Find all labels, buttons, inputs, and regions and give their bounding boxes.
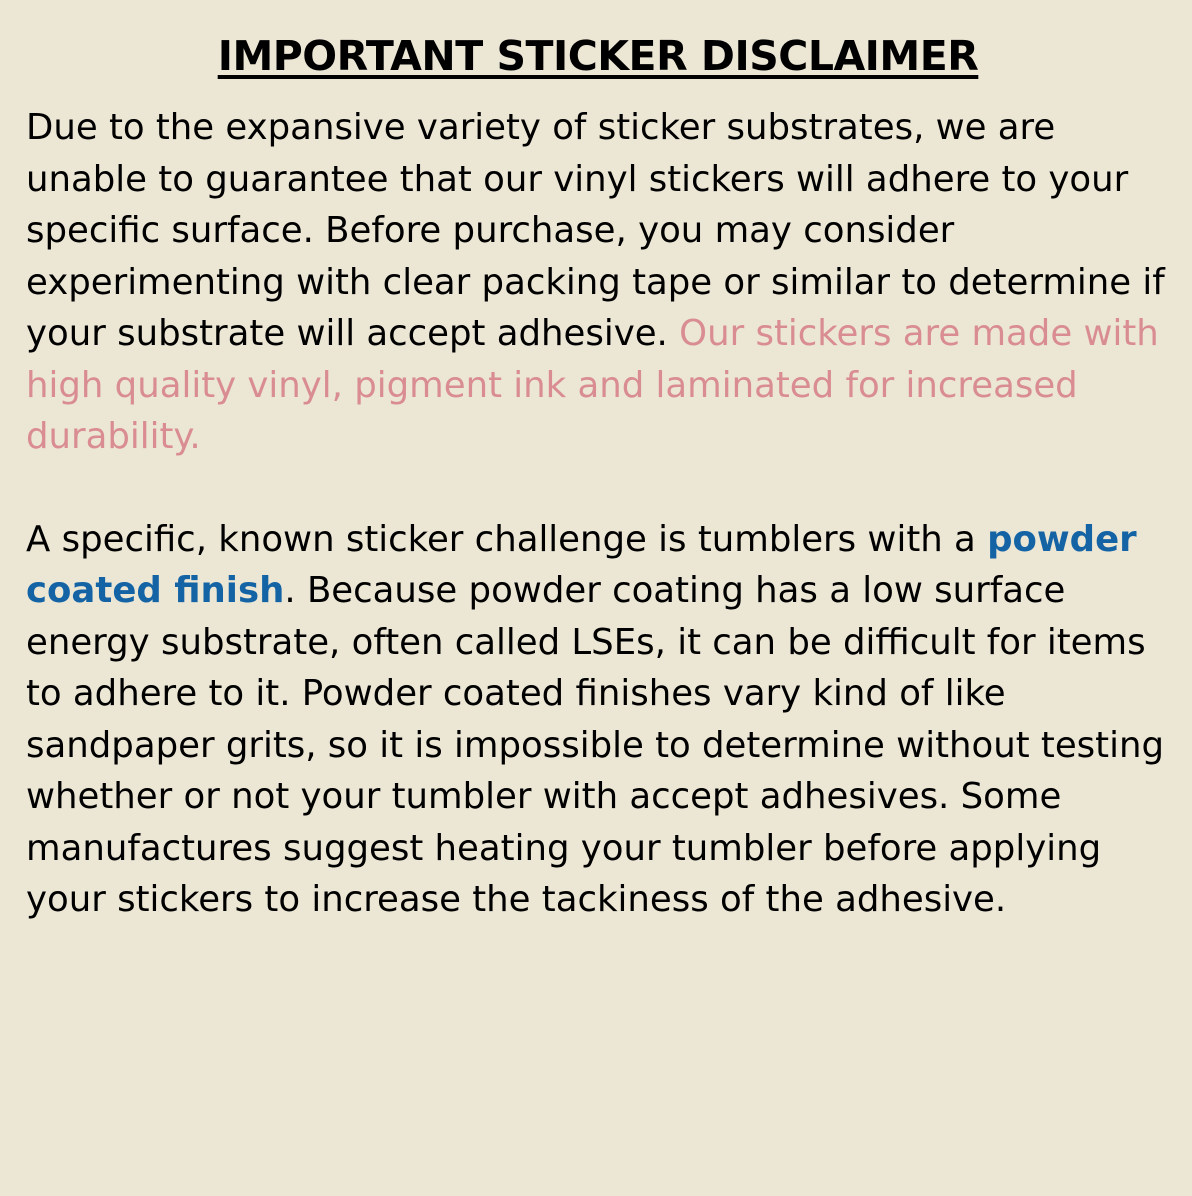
paragraph-1-highlight: Our stickers are made with high quality vinyl, pigment ink and laminated for increased durability. — [26, 313, 1159, 457]
paragraph-1-text: Due to the expansive variety of sticker substrates, we are unable to guarantee that our vinyl stickers will adhere to your specific surface. Before purchase, you may consider experimenting with clear packing tape or similar to determine if your substrate will accept adhesive. — [26, 107, 1165, 354]
paragraph-2-text-lead: A specific, known sticker challenge is tumblers with a — [26, 518, 988, 560]
paragraph-2-highlight: powder coated finish — [26, 518, 1137, 611]
paragraph-2-text-rest: . Because powder coating has a low surface energy substrate, often called LSEs, it can be difficult for items to adhere to it. Powder coated finishes vary kind of like sandpaper grits, so it is impossible to determine without testing whether or not your tumbler with accept adhesives. Some manufactures suggest heating your tumbler before applying your stickers to increase the tackiness of the adhesive. — [26, 570, 1164, 920]
disclaimer-paragraph-2 — [26, 514, 1170, 926]
disclaimer-paragraph-1 — [26, 102, 1170, 463]
page-title: IMPORTANT STICKER DISCLAIMER — [217, 32, 979, 80]
